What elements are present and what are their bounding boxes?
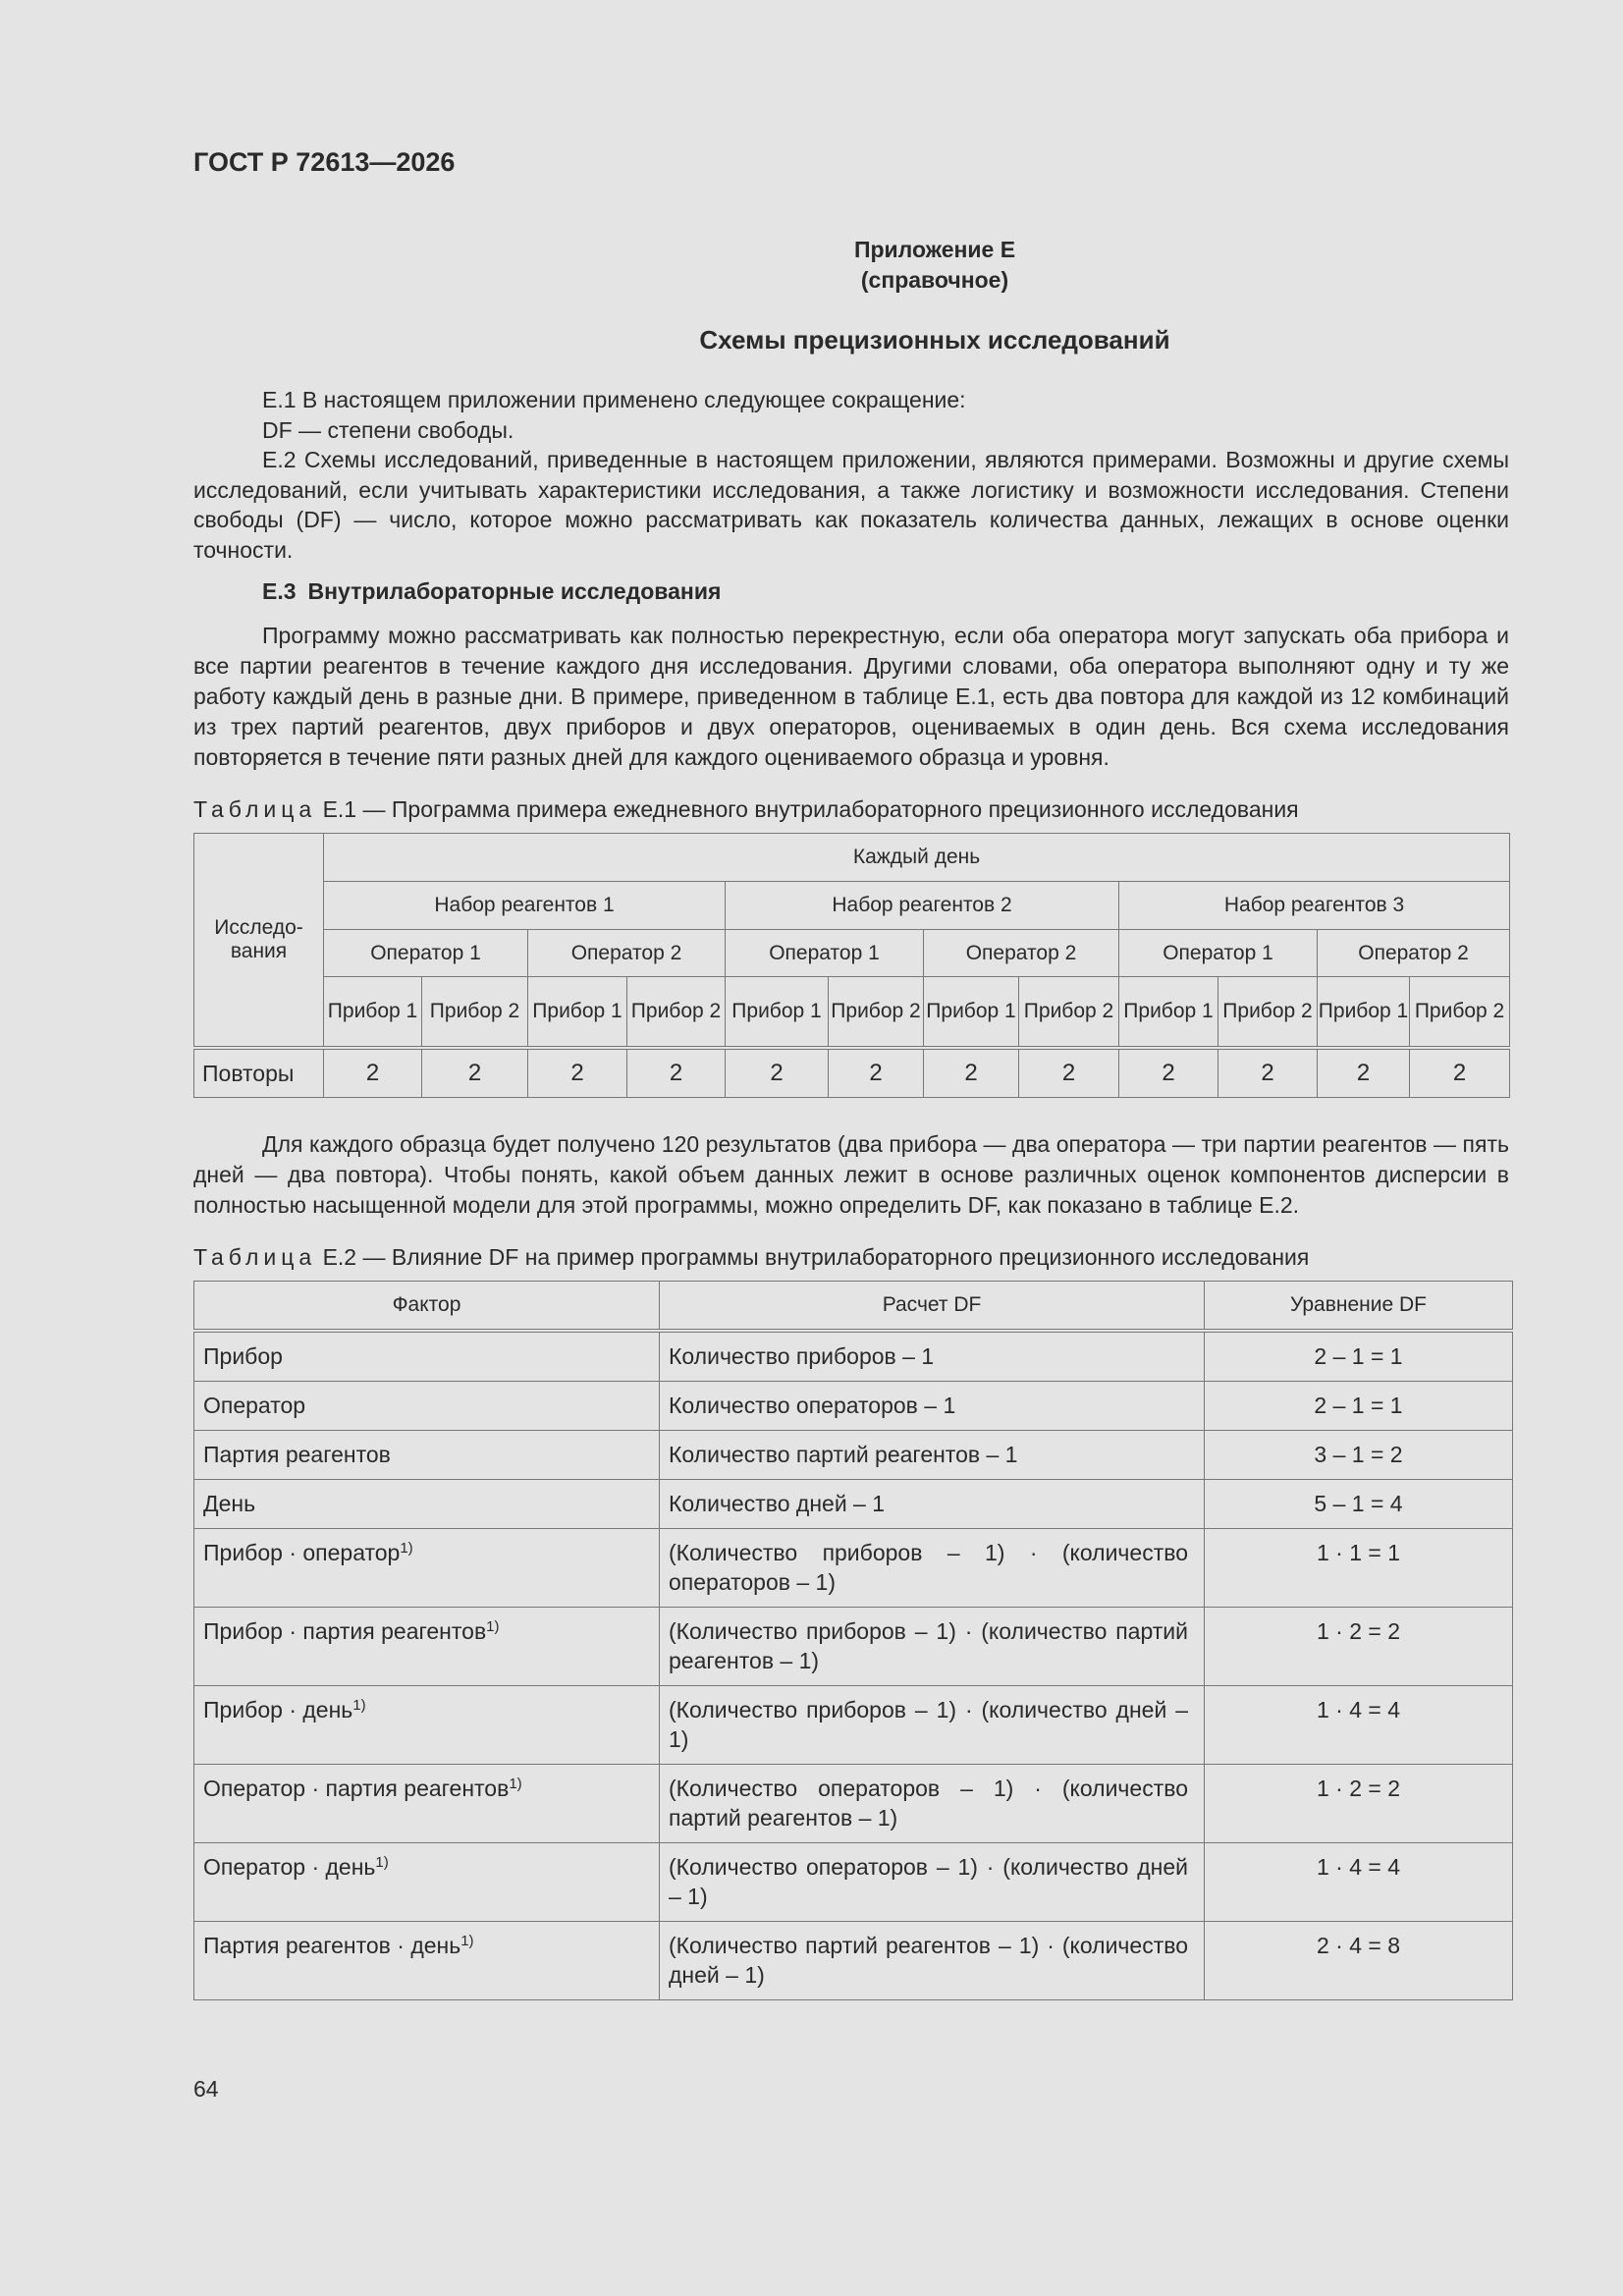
table2-calc-cell: Количество операторов – 1 [660, 1382, 1205, 1431]
table2-calc-cell: (Количество операторов – 1) · (количество партий реагентов – 1) [660, 1765, 1205, 1843]
table1-instrument-header: Прибор 1 [1318, 977, 1410, 1049]
table2-equation-cell: 2 – 1 = 1 [1205, 1331, 1513, 1382]
table2-caption-prefix: Таблица [193, 1244, 317, 1270]
table2-equation-cell: 3 – 1 = 2 [1205, 1431, 1513, 1480]
section-e3-heading [262, 578, 1509, 605]
table2-factor-cell: Оператор · день$^{1)}$ [194, 1843, 660, 1922]
table2-calc-cell: (Количество приборов – 1) · (количество партий реагентов – 1) [660, 1608, 1205, 1686]
table1-repeats-label: Повторы [194, 1048, 324, 1098]
table1-instrument-header: Прибор 2 [422, 977, 528, 1049]
table-row [194, 1331, 1513, 1382]
table-row [194, 1529, 1513, 1608]
table1-study-program [193, 833, 1510, 1098]
table1-repeat-cell: 2 [1119, 1048, 1218, 1098]
table2-factor-cell: Оператор [194, 1382, 660, 1431]
section-e3-paragraph: Программу можно рассматривать как полностью перекрестную, если оба оператора могут запускать оба прибора и все партии реагентов в течение каждого дня исследования. Другими словами, оба оператора выполняют одну и ту же работу каждый день в разные дни. В примере, приведенном в таблице Е.1, есть два повтора для каждой из 12 комбинаций из трех партий реагентов, двух приборов и двух операторов, оцениваемых в один день. Вся схема исследования повторяется в течение пяти разных дней для каждого оцениваемого образца и уровня. [193, 623, 1509, 770]
table2-caption [193, 1244, 1509, 1271]
table2-factor-cell: Прибор · оператор$^{1)}$ [194, 1529, 660, 1608]
table2-factor-cell: Партия реагентов · день$^{1)}$ [194, 1922, 660, 2000]
table2-calc-cell: (Количество приборов – 1) · (количество дней – 1) [660, 1686, 1205, 1765]
table-row [194, 1686, 1513, 1765]
table2-equation-cell: 2 – 1 = 1 [1205, 1382, 1513, 1431]
table1-repeat-cell: 2 [924, 1048, 1019, 1098]
table1-instrument-header: Прибор 2 [1218, 977, 1318, 1049]
table1-repeat-cell: 2 [1019, 1048, 1119, 1098]
table2-caption-text: Е.2 — Влияние DF на пример программы внутрилабораторного прецизионного исследования [322, 1244, 1310, 1270]
table2-factor-cell: Прибор · партия реагентов$^{1)}$ [194, 1608, 660, 1686]
annex-subtitle: (справочное) [860, 267, 1009, 293]
table1-repeat-cell: 2 [1410, 1048, 1510, 1098]
table1-caption-text: Е.1 — Программа примера ежедневного внутрилабораторного прецизионного исследования [322, 796, 1299, 822]
table1-instrument-header: Прибор 1 [726, 977, 829, 1049]
table2-df-influence [193, 1281, 1513, 2000]
table2-equation-cell: 1 · 2 = 2 [1205, 1608, 1513, 1686]
table1-reagent-set-header: Набор реагентов 1 [324, 882, 726, 930]
table1-instrument-header: Прибор 2 [829, 977, 924, 1049]
table2-factor-cell: Оператор · партия реагентов$^{1)}$ [194, 1765, 660, 1843]
table1-repeat-cell: 2 [1218, 1048, 1318, 1098]
page-number: 64 [193, 2076, 219, 2102]
section-e3-number: Е.3 [262, 578, 297, 604]
table1-caption-prefix: Таблица [193, 796, 317, 822]
section-e1-line2: DF — степени свободы. [262, 416, 514, 443]
table1-repeat-cell: 2 [422, 1048, 528, 1098]
table2-factor-cell: Прибор · день$^{1)}$ [194, 1686, 660, 1765]
table1-every-day-header: Каждый день [324, 834, 1510, 882]
table1-operator-header: Оператор 2 [1318, 930, 1510, 977]
table-row [194, 1608, 1513, 1686]
table1-instrument-header: Прибор 1 [324, 977, 422, 1049]
after-table1-text: Для каждого образца будет получено 120 результатов (два прибора — два оператора — три партии реагентов — пять дней — два повтора). Чтобы понять, какой объем данных лежит в основе различных оценок компонентов дисперсии в полностью насыщенной модели для этой программы, можно определить DF, как показано в таблице Е.2. [193, 1131, 1509, 1218]
table1-repeat-cell: 2 [627, 1048, 726, 1098]
table1-repeat-cell: 2 [726, 1048, 829, 1098]
table2-calc-cell: (Количество операторов – 1) · (количество дней – 1) [660, 1843, 1205, 1922]
table-row [194, 1382, 1513, 1431]
table1-instrument-header: Прибор 1 [1119, 977, 1218, 1049]
table-row [194, 1765, 1513, 1843]
table-row [194, 1922, 1513, 2000]
table1-operator-header: Оператор 2 [528, 930, 726, 977]
section-e3-title: Внутрилабораторные исследования [307, 578, 722, 604]
table2-calc-cell: (Количество приборов – 1) · (количество операторов – 1) [660, 1529, 1205, 1608]
table2-factor-cell: Партия реагентов [194, 1431, 660, 1480]
table2-equation-cell: 2 · 4 = 8 [1205, 1922, 1513, 2000]
table1-operator-header: Оператор 2 [924, 930, 1119, 977]
document-code: ГОСТ Р 72613—2026 [193, 147, 456, 177]
table1-instrument-header: Прибор 2 [1410, 977, 1510, 1049]
table1-instrument-header: Прибор 1 [924, 977, 1019, 1049]
table2-calc-cell: (Количество партий реагентов – 1) · (количество дней – 1) [660, 1922, 1205, 2000]
annex-heading: Схемы прецизионных исследований [699, 325, 1170, 355]
table2-header-equation: Уравнение DF [1205, 1282, 1513, 1332]
table1-reagent-set-header: Набор реагентов 3 [1119, 882, 1510, 930]
table-row [194, 1843, 1513, 1922]
table2-equation-cell: 1 · 2 = 2 [1205, 1765, 1513, 1843]
table2-factor-cell: День [194, 1480, 660, 1529]
table2-factor-cell: Прибор [194, 1331, 660, 1382]
table2-equation-cell: 1 · 4 = 4 [1205, 1686, 1513, 1765]
table2-equation-cell: 5 – 1 = 4 [1205, 1480, 1513, 1529]
table1-operator-header: Оператор 1 [726, 930, 924, 977]
table-row [194, 1480, 1513, 1529]
section-e1-line1: Е.1 В настоящем приложении применено следующее сокращение: [262, 387, 966, 412]
table1-instrument-header: Прибор 2 [627, 977, 726, 1049]
table2-calc-cell: Количество дней – 1 [660, 1480, 1205, 1529]
table2-equation-cell: 1 · 1 = 1 [1205, 1529, 1513, 1608]
table1-caption [193, 796, 1509, 823]
table2-header-calc: Расчет DF [660, 1282, 1205, 1332]
table2-header-factor: Фактор [194, 1282, 660, 1332]
table-row [194, 1431, 1513, 1480]
table1-repeat-cell: 2 [528, 1048, 627, 1098]
table1-repeat-cell: 2 [1318, 1048, 1410, 1098]
annex-title: Приложение Е [853, 237, 1016, 262]
table1-repeat-cell: 2 [324, 1048, 422, 1098]
table1-instrument-header: Прибор 1 [528, 977, 627, 1049]
table1-repeat-cell: 2 [829, 1048, 924, 1098]
table1-row-header: Исследо-вания [194, 834, 324, 1049]
section-e2-text: Е.2 Схемы исследований, приведенные в настоящем приложении, являются примерами. Возможны и другие схемы исследований, если учитывать характеристики исследования, а также логистику и возможности исследования. Степени свободы (DF) — число, которое можно рассматривать как показатель количества данных, лежащих в основе оценки точности. [193, 447, 1509, 563]
table2-calc-cell: Количество партий реагентов – 1 [660, 1431, 1205, 1480]
document-page [193, 147, 1509, 2000]
table2-equation-cell: 1 · 4 = 4 [1205, 1843, 1513, 1922]
table1-operator-header: Оператор 1 [324, 930, 528, 977]
table1-operator-header: Оператор 1 [1119, 930, 1318, 977]
table2-calc-cell: Количество приборов – 1 [660, 1331, 1205, 1382]
table1-instrument-header: Прибор 2 [1019, 977, 1119, 1049]
table1-reagent-set-header: Набор реагентов 2 [726, 882, 1119, 930]
